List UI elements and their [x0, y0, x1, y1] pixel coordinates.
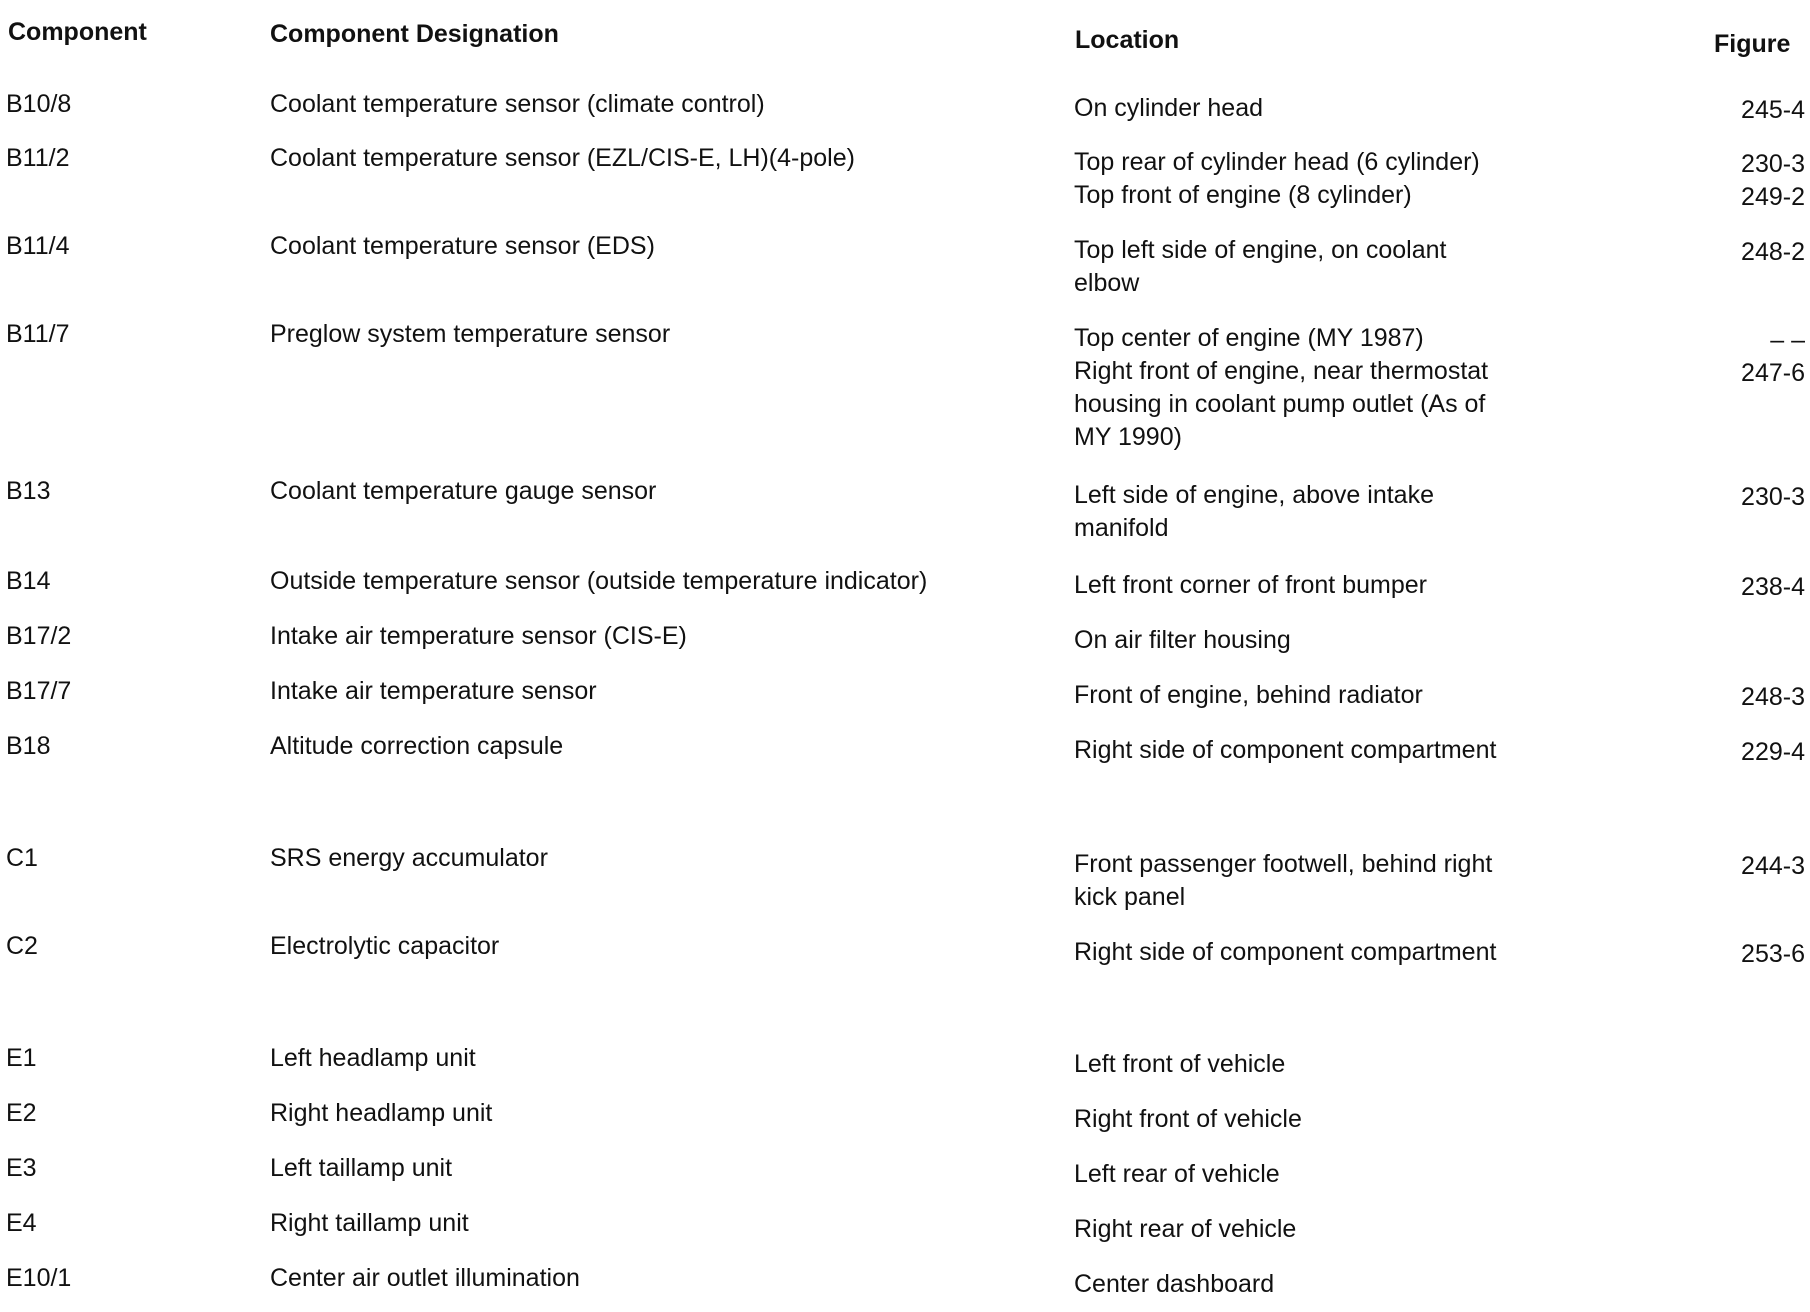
component-designation: Outside temperature sensor (outside temperature indicator)	[270, 567, 928, 595]
figure-reference	[1655, 736, 1805, 769]
component-code: C2	[6, 932, 38, 960]
component-code: C1	[6, 844, 38, 872]
component-designation: Center air outlet illumination	[270, 1264, 580, 1292]
location-line: elbow	[1074, 269, 1140, 297]
component-location	[1074, 624, 1291, 657]
figure-reference	[1655, 938, 1805, 971]
location-line: Right front of engine, near thermostat	[1074, 357, 1489, 385]
location-line: Right rear of vehicle	[1074, 1215, 1297, 1243]
component-designation: Intake air temperature sensor	[270, 677, 597, 705]
component-code: B17/7	[6, 677, 72, 705]
component-code: B17/2	[6, 622, 72, 650]
component-designation: Intake air temperature sensor (CIS-E)	[270, 622, 687, 650]
figure-number: – –	[1770, 326, 1805, 354]
figure-number: 230-3	[1741, 483, 1805, 511]
component-designation: Altitude correction capsule	[270, 732, 564, 760]
component-code: E1	[6, 1044, 37, 1072]
component-location	[1074, 1103, 1302, 1136]
component-location	[1074, 234, 1447, 300]
location-line: Right side of component compartment	[1074, 736, 1497, 764]
component-code: B11/4	[6, 232, 70, 260]
component-location	[1074, 936, 1496, 969]
component-location	[1074, 734, 1496, 767]
location-line: manifold	[1074, 514, 1169, 542]
location-line: Top center of engine (MY 1987)	[1074, 324, 1424, 352]
component-designation: Right taillamp unit	[270, 1209, 469, 1237]
component-location	[1074, 1158, 1280, 1191]
component-designation: Coolant temperature gauge sensor	[270, 477, 657, 505]
component-designation: Preglow system temperature sensor	[270, 320, 671, 348]
component-designation: Coolant temperature sensor (climate control)	[270, 90, 765, 118]
component-designation: Electrolytic capacitor	[270, 932, 500, 960]
location-line: Top rear of cylinder head (6 cylinder)	[1074, 148, 1480, 176]
figure-number: 248-3	[1741, 683, 1805, 711]
location-line: Left side of engine, above intake	[1074, 481, 1434, 509]
figure-number: 253-6	[1741, 940, 1805, 968]
location-line: On cylinder head	[1074, 94, 1264, 122]
component-code: B10/8	[6, 90, 72, 118]
component-location	[1074, 146, 1480, 212]
figure-number: 247-6	[1741, 359, 1805, 387]
location-line: kick panel	[1074, 883, 1186, 911]
figure-number: 244-3	[1741, 852, 1805, 880]
header-figure: Figure	[1714, 30, 1791, 58]
figure-reference	[1655, 148, 1805, 214]
location-line: Front passenger footwell, behind right	[1074, 850, 1493, 878]
figure-number: 248-2	[1741, 238, 1805, 266]
component-designation: Left headlamp unit	[270, 1044, 476, 1072]
figure-reference	[1655, 481, 1805, 514]
component-location	[1074, 322, 1488, 454]
component-code: B18	[6, 732, 51, 760]
header-designation: Component Designation	[270, 20, 559, 48]
figure-reference	[1655, 94, 1805, 127]
location-line: housing in coolant pump outlet (As of	[1074, 390, 1486, 418]
component-designation: SRS energy accumulator	[270, 844, 548, 872]
figure-reference	[1655, 324, 1805, 390]
figure-reference	[1655, 236, 1805, 269]
figure-number: 249-2	[1741, 183, 1805, 211]
figure-reference	[1655, 571, 1805, 604]
component-location	[1074, 92, 1263, 125]
location-line: Left front corner of front bumper	[1074, 571, 1427, 599]
component-code: B11/7	[6, 320, 70, 348]
component-location	[1074, 1213, 1296, 1246]
header-component: Component	[8, 18, 147, 46]
figure-number: 229-4	[1741, 738, 1805, 766]
location-line: MY 1990)	[1074, 423, 1182, 451]
component-designation: Coolant temperature sensor (EZL/CIS-E, LH)(4-pole)	[270, 144, 855, 172]
component-designation: Coolant temperature sensor (EDS)	[270, 232, 655, 260]
component-code: B14	[6, 567, 51, 595]
location-line: Left front of vehicle	[1074, 1050, 1286, 1078]
component-code: B13	[6, 477, 51, 505]
component-location	[1074, 479, 1434, 545]
location-line: Right front of vehicle	[1074, 1105, 1302, 1133]
figure-number: 230-3	[1741, 150, 1805, 178]
header-location: Location	[1075, 26, 1180, 54]
location-line: Front of engine, behind radiator	[1074, 681, 1423, 709]
location-line: Right side of component compartment	[1074, 938, 1497, 966]
figure-reference	[1655, 681, 1805, 714]
component-location	[1074, 679, 1423, 712]
location-line: On air filter housing	[1074, 626, 1291, 654]
location-line: Top front of engine (8 cylinder)	[1074, 181, 1412, 209]
component-location	[1074, 1048, 1285, 1081]
component-code: B11/2	[6, 144, 70, 172]
figure-number: 238-4	[1741, 573, 1805, 601]
figure-reference	[1655, 850, 1805, 883]
component-code: E3	[6, 1154, 37, 1182]
location-line: Left rear of vehicle	[1074, 1160, 1280, 1188]
component-designation: Left taillamp unit	[270, 1154, 453, 1182]
component-code: E10/1	[6, 1264, 72, 1292]
component-location	[1074, 569, 1427, 602]
component-code: E4	[6, 1209, 37, 1237]
component-location	[1074, 1268, 1274, 1301]
location-line: Top left side of engine, on coolant	[1074, 236, 1447, 264]
location-line: Center dashboard	[1074, 1270, 1275, 1298]
component-location	[1074, 848, 1492, 914]
figure-number: 245-4	[1741, 96, 1805, 124]
component-designation: Right headlamp unit	[270, 1099, 493, 1127]
component-code: E2	[6, 1099, 37, 1127]
